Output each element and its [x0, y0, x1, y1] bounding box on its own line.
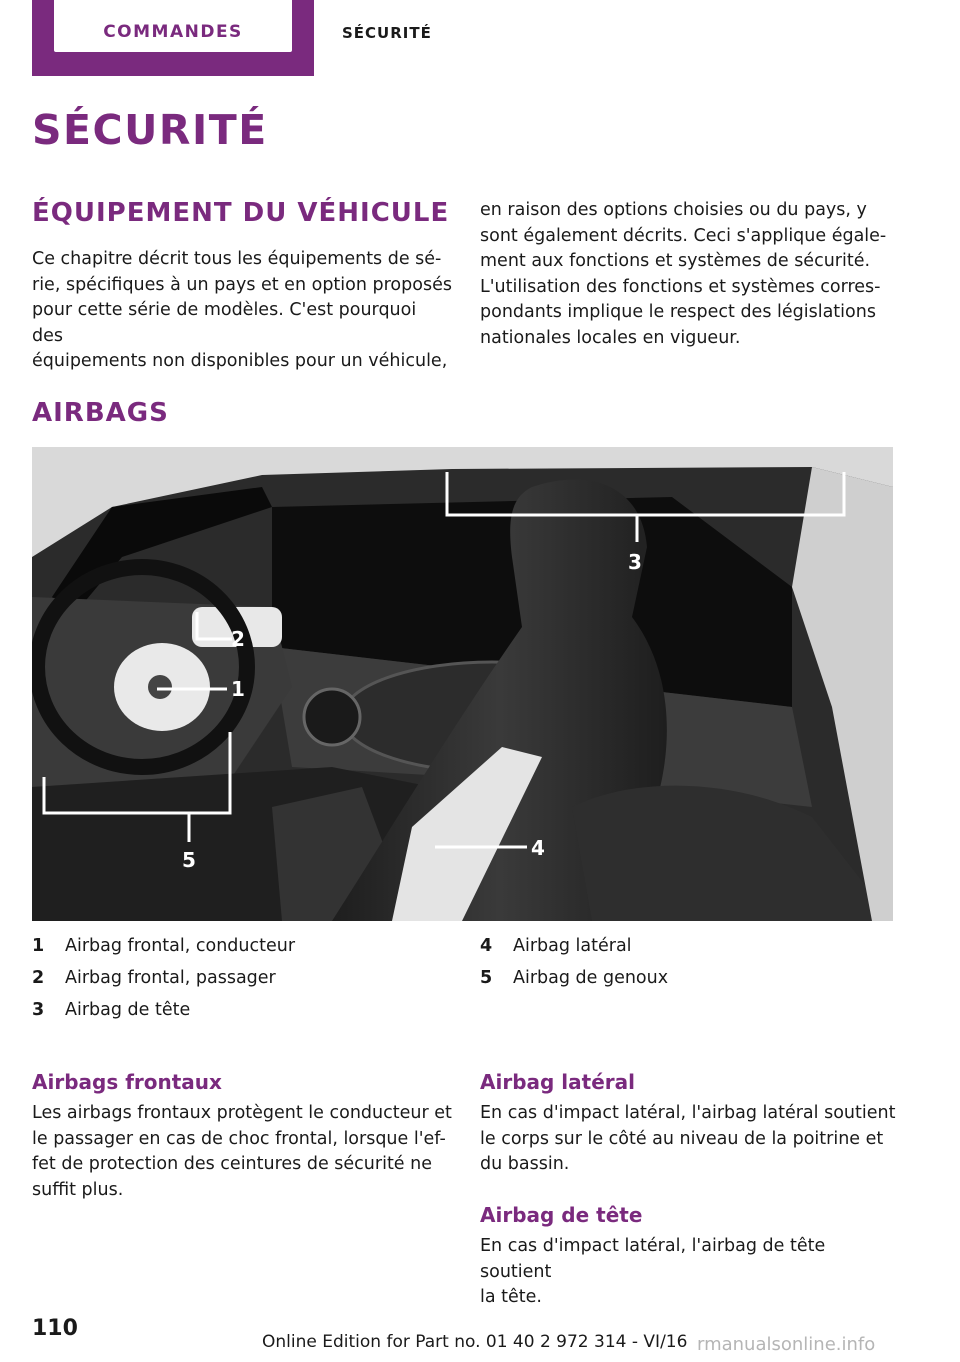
legend-number: 4 [480, 936, 493, 956]
text-line: nationales locales en vigueur. [480, 327, 741, 348]
text-line: En cas d'impact latéral, l'airbag latéral soutient [480, 1103, 896, 1123]
text-line: en raison des options choisies ou du pays, y [480, 200, 867, 220]
airbags-heading: AIRBAGS [32, 398, 169, 428]
text-line: rie, spécifiques à un pays et en option proposés [32, 274, 452, 295]
callout-2: 2 [231, 627, 245, 651]
legend-text: Airbag de tête [65, 1000, 191, 1020]
text-line: L'utilisation des fonctions et systèmes corres- [480, 276, 881, 297]
callout-3: 3 [628, 550, 642, 574]
lateral-heading: Airbag latéral [480, 1070, 635, 1094]
car-interior-drawing [32, 447, 893, 921]
text-line: le passager en cas de choc frontal, lorsque l'ef- [32, 1128, 446, 1149]
callout-4: 4 [531, 836, 545, 860]
text-line: fet de protection des ceintures de sécurité ne [32, 1154, 432, 1174]
text-line: pour cette série de modèles. C'est pourquoi des [32, 300, 417, 346]
legend-number: 1 [32, 936, 45, 956]
legend-number: 3 [32, 1000, 45, 1020]
legend-number: 2 [32, 968, 45, 988]
legend-number: 5 [480, 968, 493, 988]
equipment-left-text [32, 247, 452, 375]
page-number: 110 [32, 1316, 78, 1341]
door-speaker [304, 689, 360, 745]
frontaux-heading: Airbags frontaux [32, 1070, 222, 1094]
callout-5: 5 [182, 848, 196, 872]
chapter-tab-label: COMMANDES [103, 22, 243, 42]
text-line: suffit plus. [32, 1179, 124, 1200]
section-label: SÉCURITÉ [342, 24, 432, 42]
tete-text [480, 1234, 900, 1311]
callout-1: 1 [231, 677, 245, 701]
text-line: le corps sur le côté au niveau de la poitrine et [480, 1128, 884, 1149]
legend-text: Airbag frontal, passager [65, 968, 276, 988]
text-line: Les airbags frontaux protègent le conducteur et [32, 1103, 452, 1123]
text-line: équipements non disponibles pour un véhicule, [32, 351, 448, 371]
text-line: ment aux fonctions et systèmes de sécurité. [480, 251, 871, 271]
online-edition-footer: Online Edition for Part no. 01 40 2 972 314 - VI/16 [262, 1332, 688, 1352]
frontaux-text [32, 1101, 452, 1203]
airbag-illustration [32, 447, 893, 921]
text-line: la tête. [480, 1287, 542, 1307]
text-line: En cas d'impact latéral, l'airbag de tête soutient [480, 1236, 826, 1282]
text-line: pondants implique le respect des législations [480, 302, 876, 322]
tete-heading: Airbag de tête [480, 1203, 643, 1227]
equipment-heading: ÉQUIPEMENT DU VÉHICULE [32, 198, 450, 228]
text-line: Ce chapitre décrit tous les équipements de sé- [32, 249, 442, 269]
lateral-text [480, 1101, 900, 1178]
watermark: rmanualsonline.info [697, 1334, 876, 1355]
page-title: SÉCURITÉ [32, 106, 268, 154]
legend-text: Airbag de genoux [513, 968, 669, 988]
text-line: sont également décrits. Ceci s'applique égale- [480, 225, 887, 246]
legend-text: Airbag frontal, conducteur [65, 936, 296, 956]
text-line: du bassin. [480, 1154, 570, 1174]
wheel-logo [148, 675, 172, 699]
legend-text: Airbag latéral [513, 936, 632, 956]
equipment-right-text [480, 198, 900, 351]
